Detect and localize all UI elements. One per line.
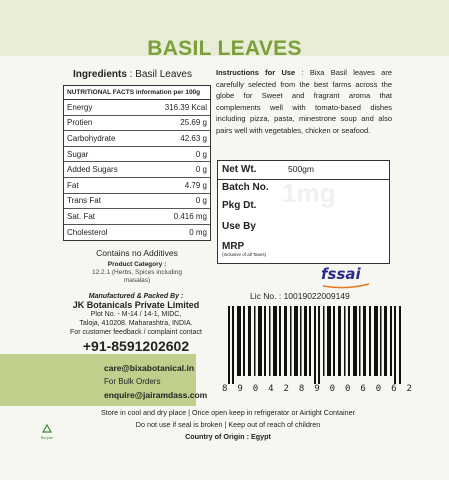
manufacturer-address-1: Plot No. - M-14 / 14-1, MIDC, (90, 311, 182, 318)
nutrient-name: Sat. Fat (67, 211, 96, 221)
barcode-digit: 0 (329, 384, 336, 394)
nutrient-value: 0 mg (189, 228, 207, 238)
feedback-text: For customer feedback / complaint contact (70, 329, 202, 336)
barcode-digit: 2 (283, 384, 289, 394)
barcode-digit: 8 (222, 384, 228, 394)
instructions-label: Instructions for Use (216, 68, 296, 77)
nutrient-name: Carbohydrate (67, 133, 116, 143)
watermark: 1mg (282, 178, 336, 208)
product-category-label: Product Category : (107, 261, 167, 268)
safety-instructions: Do not use if seal is broken | Keep out of reach of children (135, 420, 321, 429)
nutrient-name: Protien (67, 118, 93, 128)
barcode-digit: 0 (252, 384, 259, 394)
use-by-row (218, 221, 389, 241)
barcode-digit: 0 (375, 384, 382, 394)
nutrient-name: Energy (67, 102, 93, 112)
license-label: Lic No. : (250, 291, 282, 301)
instructions-text: Bixa Basil leaves are carefully selected from the best farms across the globe for Sweet and fragrant aroma that complements well with tomato-based dishes including pizza, pasta, minestrone soup and also pairs well with vegetables, chicken or seafood. (216, 68, 393, 135)
nutrient-value: 25.69 g (180, 118, 207, 128)
barcode-digit: 2 (406, 384, 412, 394)
nutrition-row (64, 194, 210, 210)
nutrient-name: Cholesterol (67, 228, 108, 238)
fssai-underline-icon (321, 283, 371, 289)
nutrient-value: 0.416 mg (173, 211, 207, 221)
nutrition-row (64, 225, 210, 241)
nutrition-table (63, 85, 211, 241)
phone-number: +91-8591202602 (82, 338, 190, 354)
nutrition-row (64, 131, 210, 147)
nutrition-row (64, 209, 210, 225)
nutrition-row (64, 116, 210, 132)
pack-details-box (217, 160, 390, 264)
additives-note: Contains no Additives (96, 248, 178, 258)
net-weight-value: 500gm (288, 164, 314, 174)
barcode-digit: 9 (314, 384, 320, 394)
country-of-origin: Country of Origin : Egypt (185, 432, 271, 441)
manufacturer-block (52, 292, 220, 355)
license-number (250, 291, 350, 301)
ingredients (73, 69, 192, 80)
mrp-tax-note: (Inclusive of all Taxes) (222, 252, 267, 257)
nutrient-value: 0 g (195, 165, 207, 175)
ingredients-value: Basil Leaves (135, 69, 192, 80)
barcode-digit: 0 (345, 384, 351, 394)
instructions (216, 67, 392, 136)
nutrition-row (64, 178, 210, 194)
ingredients-sep: : (126, 69, 136, 80)
mrp-row (218, 241, 389, 261)
nutrient-name: Trans Fat (67, 196, 101, 206)
barcode-digit: 6 (391, 384, 397, 394)
nutrition-header: NUTRITIONAL FACTS information per 100g (64, 86, 210, 100)
storage-instructions: Store in cool and dry place | Once open keep in refrigerator or Airtight Container (101, 408, 355, 417)
bulk-email: enquire@jairamdass.com (104, 390, 208, 400)
manufacturer-address-2: Taloja, 410208. Maharashtra, INDIA. (79, 320, 193, 327)
nutrient-value: 316.39 Kcal (164, 102, 207, 112)
nutrition-row (64, 147, 210, 163)
manufacturer-name: JK Botanicals Private Limited (72, 300, 200, 310)
product-title: BASIL LEAVES (147, 37, 302, 60)
barcode-digit: 9 (237, 384, 243, 394)
barcode-digits (222, 384, 412, 394)
instructions-sep: : (295, 68, 310, 77)
nutrient-value: 0 g (195, 196, 207, 206)
net-weight-label: Net Wt. (222, 164, 257, 175)
barcode-digit: 6 (360, 384, 366, 394)
barcode-icon (228, 306, 406, 384)
nutrition-row (64, 100, 210, 116)
barcode-digit: 4 (268, 384, 274, 394)
nutrient-value: 42.63 g (180, 133, 207, 143)
fssai-logo-text: fssai (321, 265, 361, 283)
nutrient-name: Sugar (67, 149, 89, 159)
care-email: care@bixabotanical.in (104, 363, 195, 373)
nutrient-value: 0 g (195, 149, 207, 159)
mrp-label: MRP (222, 241, 245, 252)
bulk-orders-label: For Bulk Orders (104, 377, 161, 386)
nutrient-name: Fat (67, 180, 79, 190)
ingredients-label: Ingredients (73, 69, 127, 80)
use-by-label: Use By (222, 221, 256, 232)
nutrient-value: 4.79 g (184, 180, 207, 190)
recycle-icon (40, 424, 54, 440)
nutrition-row (64, 162, 210, 178)
manufacturer-heading: Manufactured & Packed By : (88, 293, 184, 300)
fssai-logo (321, 265, 371, 287)
product-category-value: 12.2.1 (Herbs, Spices including masalas) (92, 269, 182, 284)
license-value: 10019022009149 (283, 291, 350, 301)
batch-label: Batch No. (222, 182, 269, 193)
nutrient-name: Added Sugars (67, 165, 118, 175)
barcode-digit: 8 (298, 384, 305, 394)
pkg-date-label: Pkg Dt. (222, 200, 257, 211)
recycle-label: Recycle (40, 436, 54, 440)
